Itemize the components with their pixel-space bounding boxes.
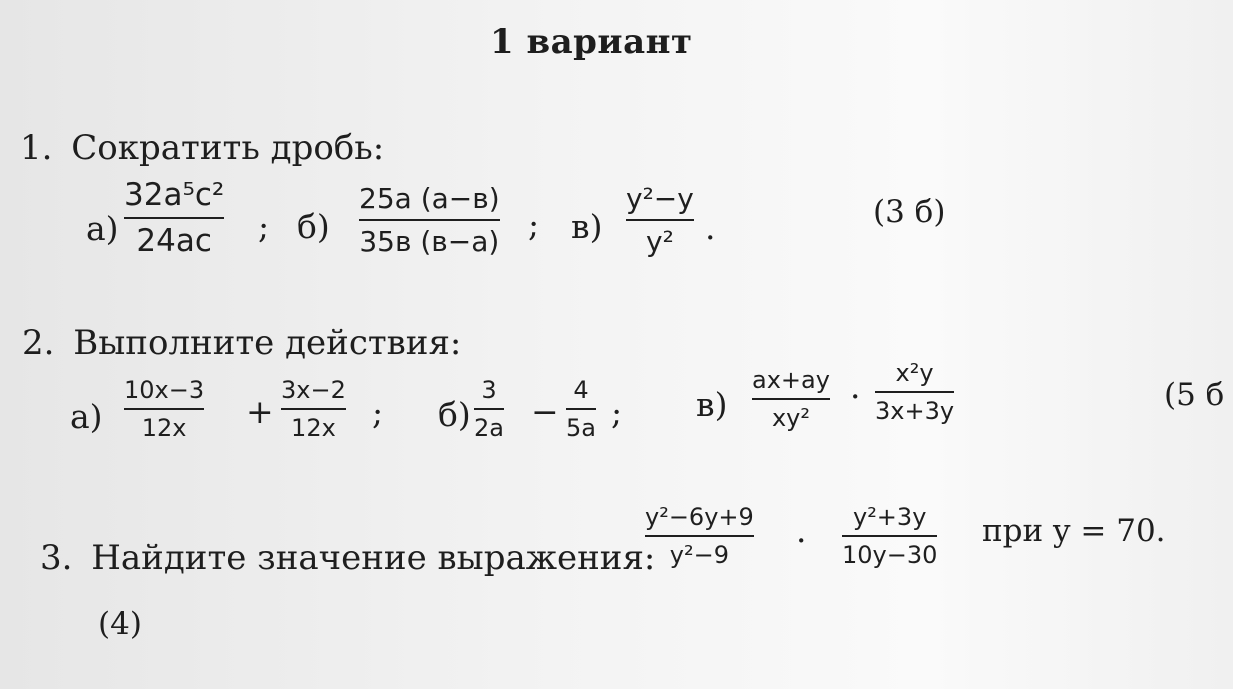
task-3-fraction-2-numerator: y²+3y	[852, 503, 927, 531]
task-3-condition: при y = 70.	[982, 513, 1166, 549]
task-1-fraction-a	[124, 177, 224, 259]
task-2-fraction-b2-denominator: 5a	[566, 414, 596, 442]
task-2-fraction-a2-denominator: 12x	[291, 414, 336, 442]
task-2-separator-b: ;	[611, 393, 623, 432]
task-3-fraction-2-bar	[842, 535, 937, 537]
task-1-label-a: а)	[86, 209, 119, 248]
task-2-fraction-c2-bar	[875, 391, 954, 393]
task-3-fraction-1-bar	[645, 535, 754, 537]
task-1-fraction-c-bar	[626, 219, 694, 221]
task-1-label-b: б)	[297, 207, 330, 246]
task-2-fraction-c1	[752, 366, 830, 432]
task-2-fraction-c1-denominator: xy²	[771, 404, 810, 432]
task-1-text: Сократить дробь:	[71, 128, 385, 168]
task-2-fraction-c2-denominator: 3x+3y	[875, 397, 955, 425]
task-3-fraction-2	[842, 503, 937, 569]
task-2-text: Выполните действия:	[73, 323, 462, 363]
task-2-fraction-a1-bar	[124, 408, 204, 410]
task-2-fraction-a1-numerator: 10x−3	[124, 376, 205, 404]
task-2-fraction-c1-numerator: ax+ay	[752, 366, 830, 394]
task-1-fraction-c	[626, 182, 694, 258]
task-1-fraction-b-denominator: 35в (в−a)	[359, 225, 500, 258]
task-3-points: (4)	[98, 606, 142, 642]
task-3-fraction-1	[645, 503, 754, 569]
variant-title: 1 вариант	[490, 22, 693, 62]
task-2-fraction-a2-bar	[281, 408, 346, 410]
task-2-fraction-b1-numerator: 3	[481, 376, 497, 404]
task-2-fraction-a2	[281, 376, 346, 442]
task-3-fraction-1-denominator: y²−9	[669, 541, 729, 569]
task-2-fraction-b1	[474, 376, 504, 442]
task-2-label-b: б)	[438, 395, 471, 434]
task-1-number: 1.	[20, 128, 53, 168]
task-2-fraction-b1-bar	[474, 408, 504, 410]
task-2-fraction-a1-denominator: 12x	[141, 414, 187, 442]
task-2-fraction-c2-numerator: x²y	[895, 359, 934, 387]
task-1-separator-b: ;	[528, 205, 540, 244]
task-1-fraction-c-numerator: y²−y	[626, 182, 694, 215]
task-1-heading	[20, 128, 384, 168]
task-1-fraction-b-bar	[359, 219, 500, 221]
task-2-label-c: в)	[696, 385, 728, 424]
task-2-fraction-c1-bar	[752, 398, 830, 400]
task-3-heading	[40, 538, 655, 578]
task-2-minus-sign: −	[531, 392, 559, 431]
task-1-separator-c: .	[705, 208, 716, 247]
task-1-label-c: в)	[571, 207, 603, 246]
task-1-fraction-c-denominator: y²	[646, 225, 674, 258]
task-1-separator-a: ;	[258, 207, 270, 246]
task-2-dot: ·	[850, 377, 861, 416]
task-1-fraction-b-numerator: 25a (a−в)	[359, 182, 500, 215]
task-2-fraction-b2-bar	[566, 408, 596, 410]
task-3-text: Найдите значение выражения:	[91, 538, 656, 578]
task-2-heading	[22, 323, 461, 363]
task-2-fraction-b2	[566, 376, 596, 442]
task-2-fraction-c2	[875, 359, 954, 425]
task-1-fraction-a-denominator: 24ac	[136, 223, 212, 259]
task-3-fraction-2-denominator: 10y−30	[842, 541, 938, 569]
task-2-fraction-a2-numerator: 3x−2	[281, 376, 346, 404]
task-1-fraction-a-bar	[124, 217, 224, 219]
task-2-label-a: а)	[70, 397, 103, 436]
task-1-fraction-b	[359, 182, 500, 258]
task-2-plus-sign: +	[246, 392, 274, 431]
task-1-fraction-a-numerator: 32a⁵c²	[124, 177, 225, 213]
task-2-points: (5 б	[1164, 377, 1225, 413]
task-1-points: (3 б)	[873, 194, 946, 230]
task-2-number: 2.	[22, 323, 55, 363]
task-2-fraction-b1-denominator: 2a	[474, 414, 504, 442]
task-3-fraction-1-numerator: y²−6y+9	[645, 503, 754, 531]
task-2-fraction-a1	[124, 376, 204, 442]
task-2-separator-a: ;	[372, 393, 384, 432]
task-3-number: 3.	[40, 538, 73, 578]
task-2-fraction-b2-numerator: 4	[573, 376, 589, 404]
task-3-dot: ·	[796, 521, 807, 560]
